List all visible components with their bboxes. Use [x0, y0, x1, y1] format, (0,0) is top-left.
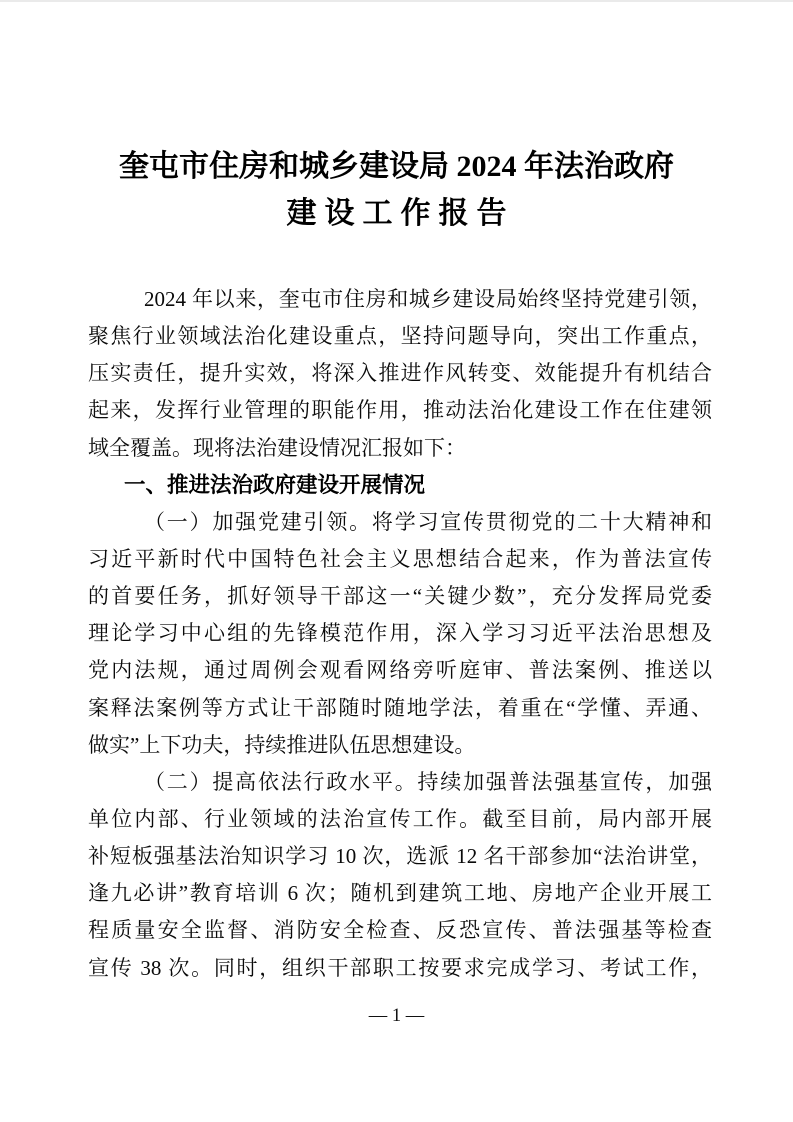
text-line: 的首要任务，抓好领导干部这一“关键少数”，充分发挥局党委: [88, 584, 712, 609]
page-number: — 1 —: [368, 1006, 425, 1026]
text-line: 习近平新时代中国特色社会主义思想结合起来，作为普法宣传: [88, 546, 712, 571]
document-title-line2: 建设工作报告: [286, 197, 515, 230]
text-line: 案释法案例等方式让干部随时随地学法，着重在“学懂、弄通、: [88, 695, 712, 720]
text-line: 单位内部、行业领域的法治宣传工作。截至目前，局内部开展: [88, 806, 712, 831]
text-line: （一）加强党建引领。将学习宣传贯彻党的二十大精神和: [144, 509, 712, 534]
document-title: [0, 143, 793, 237]
text-line: 聚焦行业领域法治化建设重点，坚持问题导向，突出工作重点，: [88, 324, 712, 349]
section-heading: 一、推进法治政府建设开展情况: [124, 472, 426, 497]
text-line: 2024 年以来，奎屯市住房和城乡建设局始终坚持党建引领，: [144, 287, 712, 311]
text-line: 党内法规，通过周例会观看网络旁听庭审、普法案例、推送以: [88, 658, 712, 683]
text-line: （二）提高依法行政水平。持续加强普法强基宣传，加强: [144, 769, 712, 794]
text-line: 理论学习中心组的先锋模范作用，深入学习习近平法治思想及: [88, 621, 712, 646]
text-line: 宣传 38 次。同时，组织干部职工按要求完成学习、考试工作，: [88, 955, 712, 980]
text-line: 压实责任，提升实效，将深入推进作风转变、效能提升有机结合: [88, 361, 712, 386]
document-title-line1: 奎屯市住房和城乡建设局 2024 年法治政府: [119, 150, 674, 183]
text-line: 起来，发挥行业管理的职能作用，推动法治化建设工作在住建领: [88, 398, 712, 423]
document-body: [88, 281, 712, 987]
text-line: 补短板强基法治知识学习 10 次，选派 12 名干部参加“法治讲堂，: [88, 844, 712, 869]
text-line: 域全覆盖。现将法治建设情况汇报如下：: [88, 435, 466, 460]
text-line: 做实”上下功夫，持续推进队伍思想建设。: [88, 732, 476, 757]
text-line: 程质量安全监督、消防安全检查、反恐宣传、普法强基等检查: [88, 918, 712, 943]
text-line: 逢九必讲”教育培训 6 次；随机到建筑工地、房地产企业开展工: [88, 881, 712, 906]
